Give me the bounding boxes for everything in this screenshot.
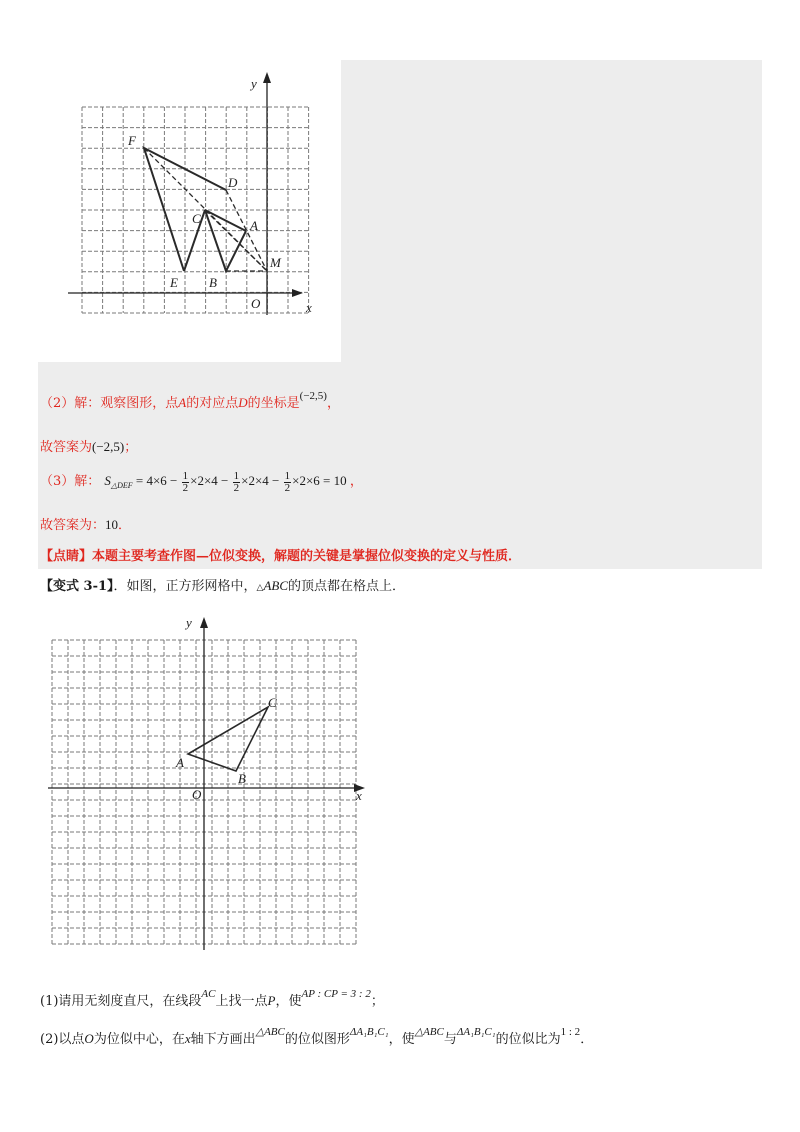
solution-3-line xyxy=(40,470,363,494)
solution-shade-top xyxy=(341,60,762,362)
sol3-s: S xyxy=(104,473,111,488)
q2-ratio: 1 : 2 xyxy=(560,1026,581,1038)
sol3-frac-3: $\frac{1}{2}$ xyxy=(284,469,291,494)
figure-2-coordinate-grid xyxy=(40,610,380,955)
q1-ac: AC xyxy=(201,988,216,1000)
question-1 xyxy=(40,990,384,1009)
sol3-answer-end: ． xyxy=(118,518,132,533)
sol3-formula xyxy=(104,469,349,494)
variant-text-2: 的顶点都在格点上． xyxy=(288,579,406,594)
sol2-answer: (−2,5) xyxy=(92,439,125,454)
sol3-frac-2: $\frac{1}{2}$ xyxy=(233,469,240,494)
sol2-answer-end: ； xyxy=(124,440,138,455)
q1-prefix: (1)请用无刻度直尺，在线段 xyxy=(40,994,202,1009)
q2-p2: 为位似中心，在 xyxy=(93,1032,185,1047)
sol3-sub: △DEF xyxy=(110,481,133,490)
q2-p1: (2)以点 xyxy=(40,1032,85,1047)
q2-a1b1c1-2: ΔA₁B₁C₁ xyxy=(456,1026,496,1038)
label-O: O xyxy=(251,296,261,311)
sol3-term-2: ×2×4 − xyxy=(241,473,280,488)
fig2-label-A: A xyxy=(176,755,184,770)
sol3-expr-start: = 4×6 − xyxy=(135,473,178,488)
q2-abc-1: △ABC xyxy=(255,1026,285,1038)
solution-3-answer xyxy=(40,514,131,533)
comment-line xyxy=(40,545,521,564)
fig2-label-C: C xyxy=(268,695,277,710)
label-C: C xyxy=(192,211,201,226)
q2-a1b1c1: ΔA₁B₁C₁ xyxy=(349,1026,389,1038)
q1-p: P xyxy=(267,993,276,1008)
sol2-prefix: （2）解：观察图形，点 xyxy=(40,396,179,411)
q2-abc-2: △ABC xyxy=(414,1026,444,1038)
sol3-answer: 10 xyxy=(105,517,119,532)
fig1-y-arrow xyxy=(263,72,271,83)
q2-p5: ，使 xyxy=(388,1032,415,1047)
fig2-label-O: O xyxy=(192,787,202,802)
sol2-point-d: D xyxy=(238,395,248,410)
q2-x: x xyxy=(184,1031,191,1046)
fig2-label-y: y xyxy=(186,615,192,630)
q1-end: ； xyxy=(370,994,384,1009)
fig2-y-arrow xyxy=(200,617,208,628)
fig1-x-arrow xyxy=(292,289,303,297)
label-M: M xyxy=(270,255,281,270)
label-x: x xyxy=(306,300,312,315)
solution-2-line xyxy=(40,392,340,411)
sol2-suffix: 的坐标是 xyxy=(247,396,300,411)
figure-1-coordinate-grid xyxy=(60,70,330,320)
q2-p6: 与 xyxy=(443,1032,457,1047)
label-B: B xyxy=(209,275,217,290)
q2-p4: 的位似图形 xyxy=(284,1032,350,1047)
q2-p3: 轴下方画出 xyxy=(190,1032,256,1047)
sol2-coord: (−2,5) xyxy=(299,390,327,402)
sol3-term-3: ×2×6 = 10 xyxy=(292,473,347,488)
question-2 xyxy=(40,1028,593,1047)
q2-o: O xyxy=(84,1031,94,1046)
label-E: E xyxy=(170,275,178,290)
q2-p7: 的位似比为 xyxy=(495,1032,561,1047)
label-D: D xyxy=(228,175,238,190)
label-y: y xyxy=(251,76,257,91)
variant-tag: 【变式 3-1】 xyxy=(40,579,114,594)
variant-triangle: △ xyxy=(256,583,264,593)
label-F: F xyxy=(128,133,136,148)
q1-mid: 上找一点 xyxy=(215,994,268,1009)
variant-text-1: ．如图，正方形网格中， xyxy=(113,579,257,594)
variant-heading xyxy=(40,575,405,594)
variant-abc: ABC xyxy=(263,578,289,593)
sol3-term-1: ×2×4 − xyxy=(190,473,229,488)
sol2-point-a: A xyxy=(178,395,187,410)
comment-tag: 【点睛】 xyxy=(40,549,93,564)
sol2-mid: 的对应点 xyxy=(186,396,239,411)
q1-ratio: AP : CP = 3 : 2 xyxy=(301,988,371,1000)
comment-text: 本题主要考查作图—位似变换，解题的关键是掌握位似变换的定义与性质． xyxy=(92,549,522,564)
sol2-answer-prefix: 故答案为 xyxy=(40,440,93,455)
sol2-end: ， xyxy=(326,396,340,411)
sol3-answer-prefix: 故答案为： xyxy=(40,518,106,533)
label-A: A xyxy=(250,218,258,233)
solution-2-answer xyxy=(40,436,137,455)
fig2-label-x: x xyxy=(356,788,362,803)
q2-end: ． xyxy=(580,1032,594,1047)
triangle-abc xyxy=(205,210,246,271)
sol3-prefix: （3）解： xyxy=(40,474,101,489)
fig2-label-B: B xyxy=(238,771,246,786)
q1-mid2: ，使 xyxy=(275,994,302,1009)
sol3-end: ， xyxy=(349,474,363,489)
sol3-frac-1: $\frac{1}{2}$ xyxy=(182,469,189,494)
